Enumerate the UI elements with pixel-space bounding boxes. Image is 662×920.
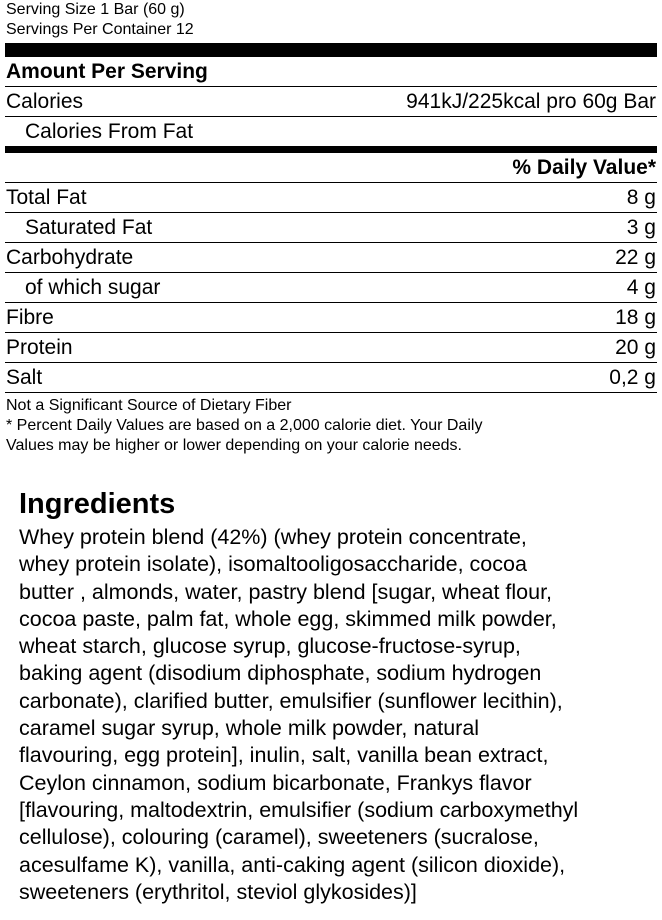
footnote-line: Not a Significant Source of Dietary Fiber (6, 397, 292, 414)
ingredients-line: wheat starch, glucose syrup, glucose-fructose-syrup, (19, 634, 521, 659)
nutrient-value: 4 g (626, 275, 656, 299)
daily-value-header-row (5, 153, 657, 183)
nutrient-label: Carbohydrate (6, 245, 134, 269)
amount-per-serving-label: Amount Per Serving (6, 59, 208, 83)
ingredients-title: Ingredients (19, 488, 176, 520)
nutrient-value: 8 g (626, 185, 656, 209)
calories-from-fat-row (5, 117, 657, 146)
nutrient-value: 0,2 g (609, 365, 656, 389)
servings-per-container: Servings Per Container 12 (6, 21, 194, 38)
ingredients-line: Whey protein blend (42%) (whey protein concentrate, (19, 525, 527, 549)
ingredients-line: acesulfame K), vanilla, anti-caking agent (silicon dioxide), (19, 852, 566, 877)
nutrient-row (5, 183, 657, 213)
nutrition-facts-panel (5, 0, 657, 456)
ingredients-section (19, 486, 649, 906)
nutrient-label: Fibre (6, 305, 54, 329)
nutrient-label: Saturated Fat (25, 215, 153, 239)
ingredients-line: sweeteners (erythritol, steviol glykosides)] (19, 879, 417, 904)
nutrient-value: 18 g (615, 305, 656, 329)
nutrient-row (5, 213, 657, 243)
footnote-line: * Percent Daily Values are based on a 2,000 calorie diet. Your Daily (6, 417, 483, 434)
nutrient-row (5, 243, 657, 273)
ingredients-text (19, 524, 649, 906)
nutrient-label: Protein (6, 335, 73, 359)
ingredients-line: whey protein isolate), isomaltooligosaccharide, cocoa (19, 552, 527, 577)
nutrient-label: of which sugar (25, 275, 161, 299)
daily-value-header: % Daily Value* (512, 155, 656, 179)
calories-from-fat-label: Calories From Fat (25, 119, 194, 143)
ingredients-line: butter , almonds, water, pastry blend [sugar, wheat flour, (19, 579, 553, 604)
ingredients-line: caramel sugar syrup, whole milk powder, natural (19, 716, 480, 741)
medium-divider (5, 146, 657, 153)
nutrient-row (5, 333, 657, 363)
nutrient-row (5, 303, 657, 333)
nutrient-row (5, 363, 657, 393)
serving-size: Serving Size 1 Bar (60 g) (6, 1, 185, 18)
footnote-line: Values may be higher or lower depending on your calorie needs. (6, 437, 462, 454)
footnotes (5, 396, 657, 456)
ingredients-line: cellulose), colouring (caramel), sweeteners (sucralose, (19, 825, 539, 850)
calories-row (5, 87, 657, 117)
ingredients-line: flavouring, egg protein], inulin, salt, vanilla bean extract, (19, 743, 549, 768)
amount-per-serving-row (5, 57, 657, 87)
nutrient-label: Salt (6, 365, 43, 389)
nutrient-value: 3 g (626, 215, 656, 239)
ingredients-line: carbonate), clarified butter, emulsifier (sunflower lecithin), (19, 688, 563, 713)
nutrient-label: Total Fat (6, 185, 87, 209)
ingredients-line: Ceylon cinnamon, sodium bicarbonate, Frankys flavor (19, 770, 532, 795)
nutrient-value: 22 g (615, 245, 656, 269)
calories-value: 941kJ/225kcal pro 60g Bar (406, 89, 656, 113)
ingredients-line: [flavouring, maltodextrin, emulsifier (sodium carboxymethyl (19, 797, 579, 822)
ingredients-line: cocoa paste, palm fat, whole egg, skimmed milk powder, (19, 606, 557, 631)
nutrient-value: 20 g (615, 335, 656, 359)
calories-label: Calories (6, 89, 84, 113)
thick-divider (5, 43, 657, 57)
ingredients-line: baking agent (disodium diphosphate, sodium hydrogen (19, 661, 542, 686)
nutrient-row (5, 273, 657, 303)
